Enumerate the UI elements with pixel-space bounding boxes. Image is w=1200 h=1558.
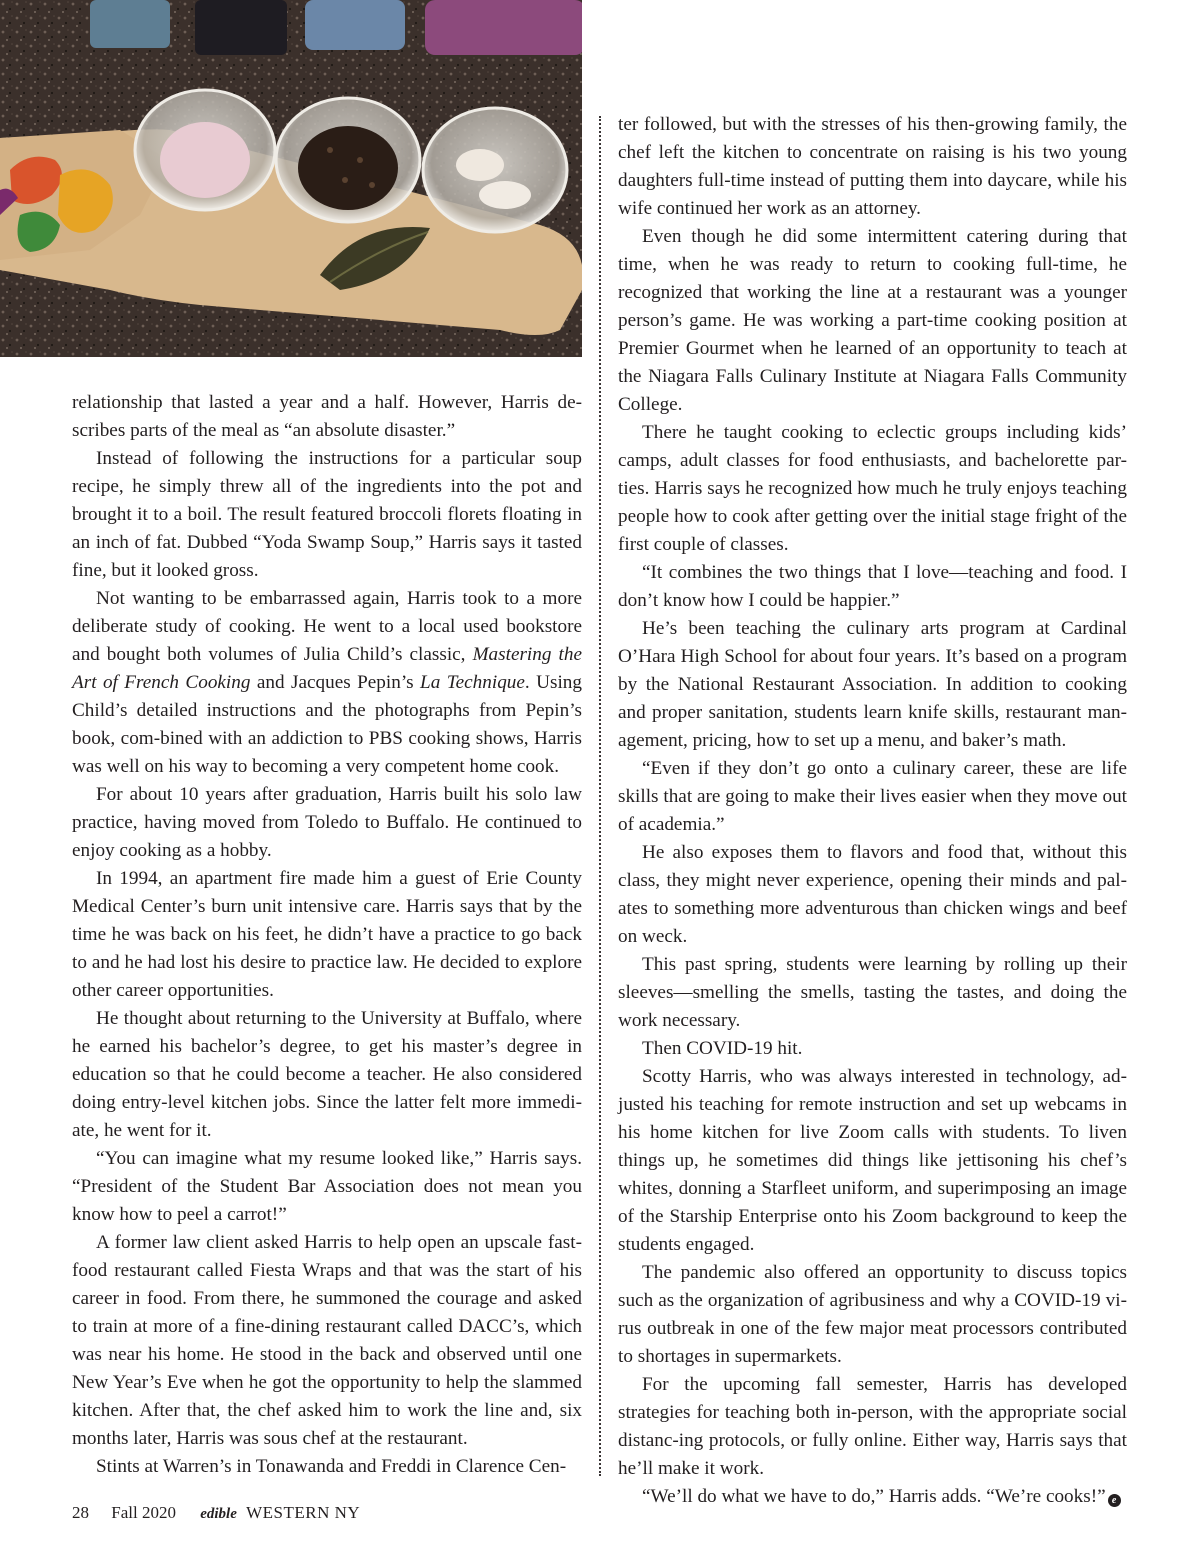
paragraph: He’s been teaching the culinary arts program at Cardinal O’Hara High School for about four years. It’s based on a program by the National Restaurant Association. In addition to cooking and proper sanitation, students learn knife skills, restaurant man-agement, pricing, how to set up a menu, and baker’s math. <box>618 618 1127 751</box>
paragraph: ter followed, but with the stresses of his then-growing family, the chef left the kitchen to concentrate on raising is his two young daughters full-time instead of putting them into daycare, while his wife continued her work as an attorney. <box>618 114 1127 219</box>
paragraph <box>72 585 582 781</box>
book-title-mastering: Mastering the Art of French Cooking <box>72 644 582 693</box>
paragraph-text: Not wanting to be embarrassed again, Harris took to a more deliberate study of cooking. He went to a local used bookstore and bought both volumes of Julia Child’s classic, <box>72 588 582 665</box>
paragraph-text: “We’ll do what we have to do,” Harris adds. “We’re cooks!” <box>642 1486 1106 1507</box>
paragraph-final <box>618 1483 1127 1511</box>
paragraph: Stints at Warren’s in Tonawanda and Freddi in Clarence Cen- <box>96 1456 567 1477</box>
paragraph: There he taught cooking to eclectic groups including kids’ camps, adult classes for food enthusiasts, and bachelorette par-ties. Harris says he recognized how much he truly enjoys teaching people how to cook after getting over the initial stage fright of the first couple of classes. <box>618 422 1127 555</box>
page-number: 28 <box>72 1503 89 1522</box>
paragraph: The pandemic also offered an opportunity to discuss topics such as the organization of agribusiness and why a COVID-19 vi-rus outbreak in one of the few major meat processors contributed to shortages in supermarkets. <box>618 1262 1127 1367</box>
paragraph: For about 10 years after graduation, Harris built his solo law practice, having moved from Toledo to Buffalo. He continued to enjoy cooking as a hobby. <box>72 784 582 861</box>
paragraph: “Even if they don’t go onto a culinary career, these are life skills that are going to make their lives easier when they move out of academia.” <box>618 758 1127 835</box>
paragraph: He thought about returning to the University at Buffalo, where he earned his bachelor’s degree, to get his master’s degree in education so that he could become a teacher. He also considered doing entry-level kitchen jobs. Since the latter felt more immedi-ate, he went for it. <box>72 1008 582 1141</box>
paragraph-text: . Using Child’s detailed instructions and the photographs from Pepin’s book, com-bined with an addiction to PBS cooking shows, Harris was well on his way to becoming a very competent home cook. <box>72 672 582 777</box>
paragraph: For the upcoming fall semester, Harris has developed strategies for teaching both in-person, with the appropriate social distanc-ing protocols, or fully online. Either way, Harris says that he’ll make it work. <box>618 1374 1127 1479</box>
end-of-article-icon: e <box>1108 1494 1121 1507</box>
paragraph: Scotty Harris, who was always interested in technology, ad-justed his teaching for remote instruction and set up webcams in his home kitchen for live Zoom calls with students. To liven things up, he sometimes did things like jettisoning his chef’s whites, donning a Starfleet uniform, and superimposing an image of the Starship Enterprise onto his Zoom background to keep the students engaged. <box>618 1066 1127 1255</box>
issue-season: Fall 2020 <box>111 1503 176 1522</box>
paragraph: Then COVID-19 hit. <box>642 1038 803 1059</box>
paragraph: In 1994, an apartment fire made him a guest of Erie County Medical Center’s burn unit intensive care. Harris says that by the time he was back on his feet, he didn’t have a practice to go back to and he had lost his desire to practice law. He decided to explore other career opportunities. <box>72 868 582 1001</box>
article-column-left <box>72 389 582 1481</box>
paragraph: Instead of following the instructions for a particular soup recipe, he simply threw all of the ingredients into the pot and brought it to a boil. The result featured broccoli florets floating in an inch of fat. Dubbed “Yoda Swamp Soup,” Harris says it tasted fine, but it looked gross. <box>72 448 582 581</box>
article-photo <box>0 0 582 357</box>
magazine-brand: edible <box>200 1506 237 1522</box>
magazine-region: WESTERN NY <box>246 1503 361 1522</box>
paragraph: relationship that lasted a year and a half. However, Harris de-scribes parts of the meal as “an absolute disaster.” <box>72 392 582 441</box>
article-column-right <box>618 111 1127 1511</box>
paragraph: Even though he did some intermittent catering during that time, when he was ready to return to cooking full-time, he recognized that working the line at a restaurant was a younger person’s game. He was working a part-time cooking position at Premier Gourmet when he learned of an opportunity to teach at the Niagara Falls Culinary Institute at Niagara Falls Community College. <box>618 226 1127 415</box>
paragraph-text: and Jacques Pepin’s <box>250 672 421 693</box>
paragraph: “You can imagine what my resume looked like,” Harris says. “President of the Student Bar Association does not mean you know how to peel a carrot!” <box>72 1148 582 1225</box>
book-title-la-technique: La Technique <box>420 672 525 693</box>
paragraph: “It combines the two things that I love—teaching and food. I don’t know how I could be happier.” <box>618 562 1127 611</box>
cutting-board-image <box>0 0 582 357</box>
paragraph: This past spring, students were learning by rolling up their sleeves—smelling the smells, tasting the tastes, and doing the work necessary. <box>618 954 1127 1031</box>
paragraph: A former law client asked Harris to help open an upscale fast-food restaurant called Fiesta Wraps and that was the start of his career in food. From there, he summoned the courage and asked to train at more of a fine-dining restaurant called DACC’s, which was near his home. He stood in the back and observed until one New Year’s Eve when he got the opportunity to help the slammed kitchen. After that, the chef asked him to work the line and, six months later, Harris was sous chef at the restaurant. <box>72 1232 582 1449</box>
column-divider <box>599 116 601 1476</box>
paragraph: He also exposes them to flavors and food that, without this class, they might never experience, opening their minds and pal-ates to something more adventurous than chicken wings and beef on weck. <box>618 842 1127 947</box>
page-footer <box>72 1502 360 1525</box>
